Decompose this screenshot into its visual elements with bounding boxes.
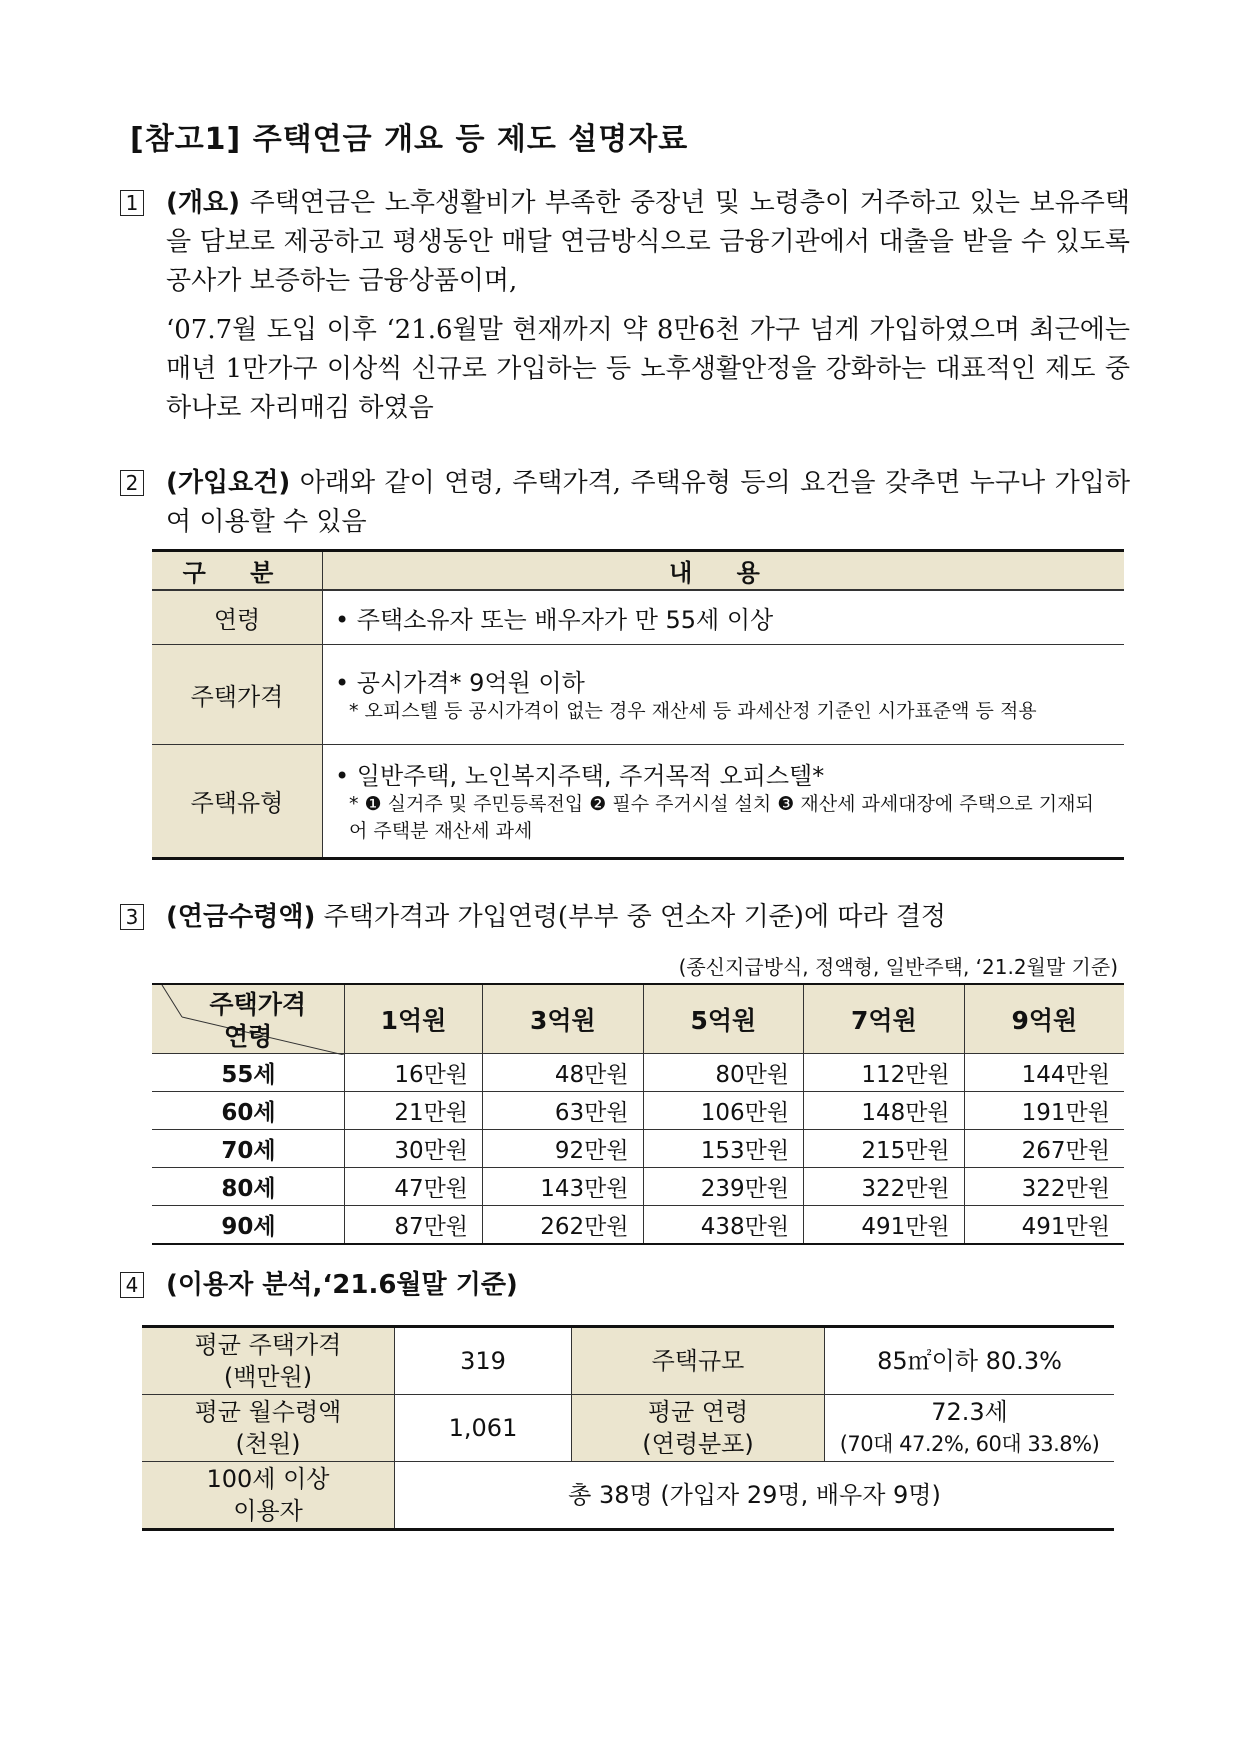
user-analysis-heading: (이용자 분석,‘21.6월말 기준) [166,1270,518,1300]
col-header: 7억원 [804,984,965,1054]
monthly-label: 평균 월수령액 [194,1398,342,1426]
table-row [142,1395,1114,1462]
value-cell: 87만원 [345,1206,483,1245]
overview-paragraph-1 [120,184,1130,301]
eligibility-heading: (가입요건) [166,468,291,498]
row-main-text: • 공시가격* 9억원 이하 [335,669,585,697]
row-label-price: 주택가격 [152,644,323,744]
row-main-text: • 일반주택, 노인복지주택, 주거목적 오피스텔* [335,762,825,790]
monthly-value: 1,061 [395,1395,572,1462]
row-note-text: * ❶ 실거주 및 주민등록전입 ❷ 필수 주거시설 설치 ❸ 재산세 과세대장에 주택으로 기재되어 주택분 재산세 과세 [349,793,1094,842]
table-caption: (종신지급방식, 정액형, 일반주택, ‘21.2월말 기준) [678,955,1118,979]
value-cell: 48만원 [483,1054,644,1092]
value-cell: 16만원 [345,1054,483,1092]
row-content-age [323,590,1125,644]
pension-text: 주택가격과 가입연령(부부 중 연소자 기준)에 따라 결정 [315,902,947,932]
age-label: 평균 연령 [647,1398,749,1426]
table-row [152,1168,1124,1206]
age-cell: 70세 [152,1130,345,1168]
col-header: 3억원 [483,984,644,1054]
user-analysis-table [142,1325,1114,1531]
corner-price-label: 주택가격 [209,990,306,1019]
age-cell: 55세 [152,1054,345,1092]
table-row [152,744,1124,858]
avg-price-label: 평균 주택가격 [194,1331,342,1359]
value-cell: 262만원 [483,1206,644,1245]
table-row [142,1327,1114,1395]
overview-text-1: 주택연금은 노후생활비가 부족한 중장년 및 노령층이 거주하고 있는 보유주택을 담보로 제공하고 평생동안 매달 연금방식으로 금융기관에서 대출을 받을 수 있도록 공사가 보증하는 금융상품이며, [166,188,1130,296]
pension-table [152,983,1124,1245]
centenarian-label-cell [142,1462,395,1530]
age-cell: 80세 [152,1168,345,1206]
overview-heading: (개요) [166,188,240,218]
pension-paragraph [120,898,1130,937]
row-content-price [323,644,1125,744]
section-number: 3 [120,904,144,930]
value-cell: 21만원 [345,1092,483,1130]
eligibility-table [152,549,1124,860]
value-cell: 80만원 [643,1054,804,1092]
section-number: 4 [120,1272,144,1298]
table-row [152,1054,1124,1092]
col-header: 9억원 [964,984,1124,1054]
section-number: 2 [120,470,144,496]
age-value: 72.3세 [931,1398,1008,1426]
value-cell: 322만원 [804,1168,965,1206]
eligibility-text: 아래와 같이 연령, 주택가격, 주택유형 등의 요건을 갖추면 누구나 가입하여 이용할 수 있음 [166,468,1130,537]
value-cell: 112만원 [804,1054,965,1092]
section-eligibility [120,464,1130,542]
corner-header [152,984,345,1054]
age-label-cell [572,1395,825,1462]
monthly-label-cell [142,1395,395,1462]
col-header-category: 구 분 [152,551,323,591]
value-cell: 92만원 [483,1130,644,1168]
eligibility-paragraph [120,464,1130,542]
table-row [142,1462,1114,1530]
table-row [152,1206,1124,1245]
value-cell: 215만원 [804,1130,965,1168]
row-note-text: * 오피스텔 등 공시가격이 없는 경우 재산세 등 과세산정 기준인 시가표준액 등 적용 [349,700,1037,722]
row-content-type [323,744,1125,858]
col-header-content: 내 용 [323,551,1125,591]
table-row [152,644,1124,744]
overview-text-2: ‘07.7월 도입 이후 ‘21.6월말 현재까지 약 8만6천 가구 넘게 가입하였으며 최근에는 매년 1만가구 이상씩 신규로 가입하는 등 노후생활안정을 강화하는 대표적인 제도 중 하나로 자리매김 하였음 [166,315,1130,423]
row-main-text: • 주택소유자 또는 배우자가 만 55세 이상 [335,605,774,634]
avg-price-unit: (백만원) [223,1363,313,1391]
centenarian-label-2: 이용자 [233,1497,303,1525]
row-label-age: 연령 [152,590,323,644]
size-label: 주택규모 [572,1327,825,1395]
age-unit: (연령분포) [642,1430,754,1458]
table-row [152,1130,1124,1168]
value-cell: 106만원 [643,1092,804,1130]
value-cell: 144만원 [964,1054,1124,1092]
value-cell: 239만원 [643,1168,804,1206]
value-cell: 143만원 [483,1168,644,1206]
age-cell: 60세 [152,1092,345,1130]
value-cell: 322만원 [964,1168,1124,1206]
section-pension-amount [120,898,1130,937]
user-analysis-paragraph [120,1266,1130,1305]
section-overview [120,184,1130,428]
col-header: 1억원 [345,984,483,1054]
section-number: 1 [120,190,144,216]
age-cell: 90세 [152,1206,345,1245]
centenarian-label-1: 100세 이상 [206,1465,330,1493]
value-cell: 267만원 [964,1130,1124,1168]
value-cell: 491만원 [964,1206,1124,1245]
overview-paragraph-2 [120,311,1130,428]
avg-price-value: 319 [395,1327,572,1395]
value-cell: 148만원 [804,1092,965,1130]
table-row [152,1092,1124,1130]
value-cell: 30만원 [345,1130,483,1168]
value-cell: 491만원 [804,1206,965,1245]
age-value-cell [825,1395,1115,1462]
monthly-unit: (천원) [235,1430,301,1458]
centenarian-value: 총 38명 (가입자 29명, 배우자 9명) [395,1462,1115,1530]
table-row [152,590,1124,644]
corner-age-label: 연령 [224,1022,273,1051]
value-cell: 153만원 [643,1130,804,1168]
value-cell: 191만원 [964,1092,1124,1130]
pension-heading: (연금수령액) [166,902,316,932]
value-cell: 47만원 [345,1168,483,1206]
col-header: 5억원 [643,984,804,1054]
document-title: [참고1] 주택연금 개요 등 제도 설명자료 [130,122,689,157]
age-distribution: (70대 47.2%, 60대 33.8%) [839,1432,1100,1456]
avg-price-label-cell [142,1327,395,1395]
row-label-type: 주택유형 [152,744,323,858]
value-cell: 438만원 [643,1206,804,1245]
section-user-analysis [120,1266,1130,1305]
size-value: 85㎡이하 80.3% [825,1327,1115,1395]
value-cell: 63만원 [483,1092,644,1130]
